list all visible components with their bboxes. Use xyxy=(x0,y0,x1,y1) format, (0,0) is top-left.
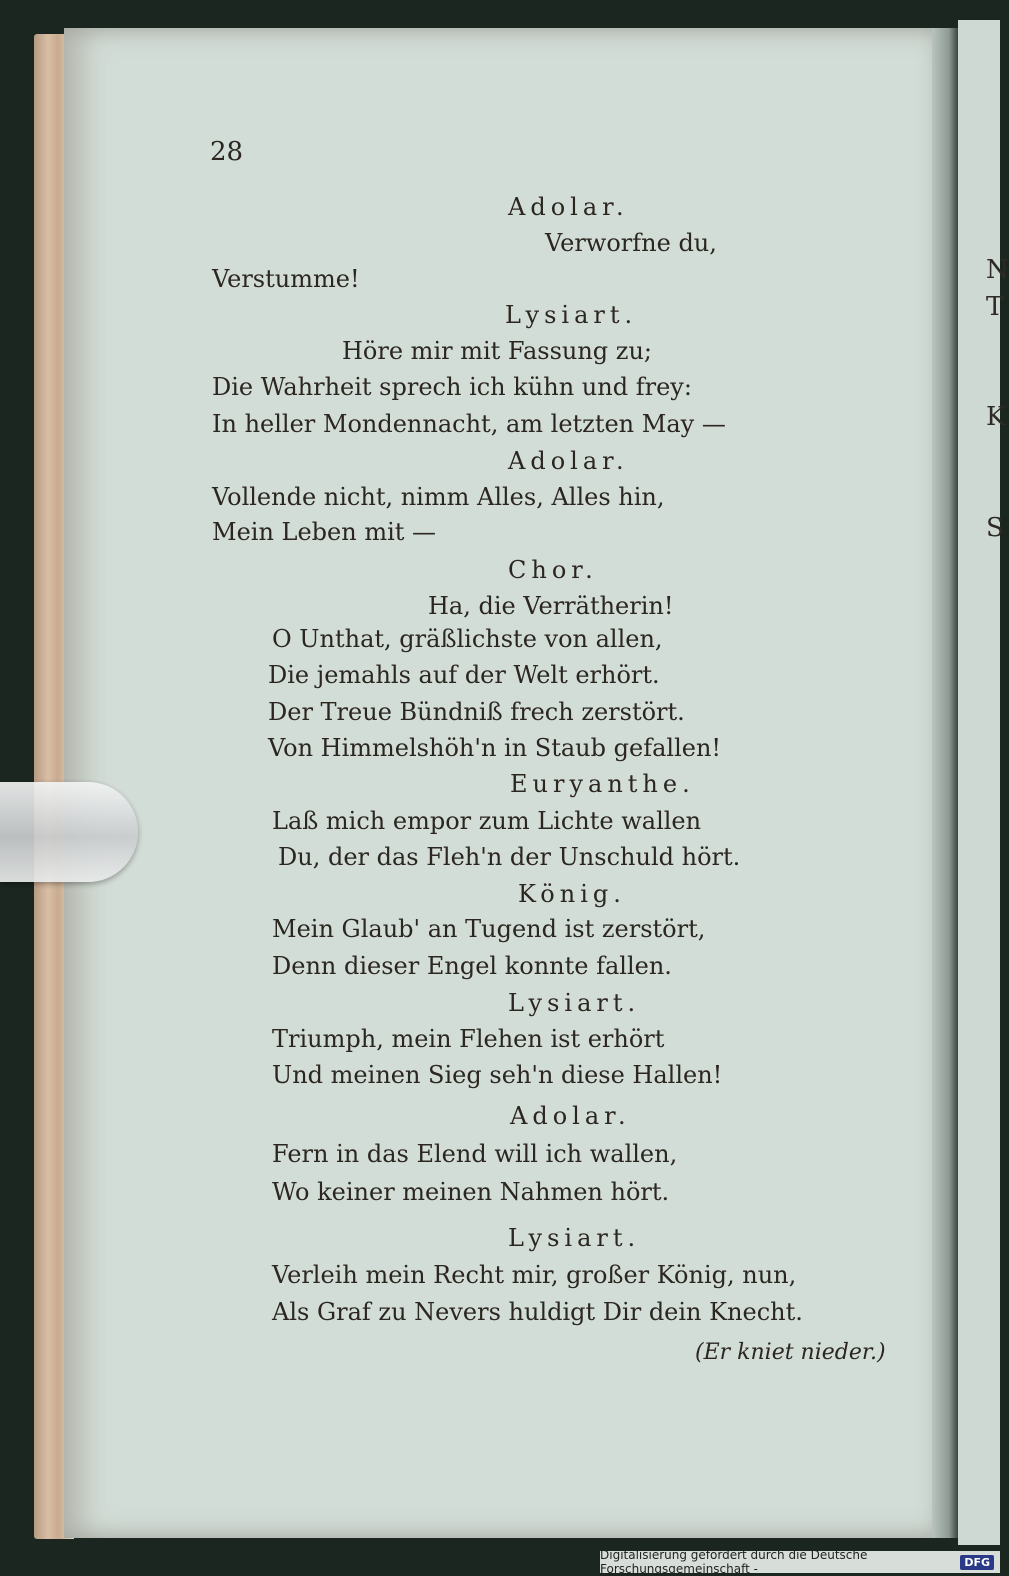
speaker-label: Chor. xyxy=(508,556,598,584)
verse-line: Und meinen Sieg seh'n diese Hallen! xyxy=(272,1061,723,1089)
page-holder-clip xyxy=(0,782,138,882)
book-gutter xyxy=(932,28,960,1538)
verse-line: Verstumme! xyxy=(212,265,360,293)
facing-page-fragment: K xyxy=(986,402,1006,432)
credit-text: Digitalisierung gefördert durch die Deutsche Forschungsgemeinschaft - xyxy=(600,1548,868,1576)
speaker-label: Euryanthe. xyxy=(510,770,695,798)
verse-line: Triumph, mein Flehen ist erhört xyxy=(272,1025,665,1053)
facing-page-fragment: S xyxy=(986,513,1004,543)
verse-line: Denn dieser Engel konnte fallen. xyxy=(272,952,672,980)
speaker-label: Adolar. xyxy=(508,447,629,475)
facing-page-fragment: N xyxy=(986,255,1009,285)
verse-line: Mein Leben mit — xyxy=(212,518,437,546)
speaker-label: Adolar. xyxy=(508,193,629,221)
verse-line: Verworfne du, xyxy=(545,229,717,257)
verse-line: Mein Glaub' an Tugend ist zerstört, xyxy=(272,915,706,943)
dfg-logo: DFG xyxy=(960,1555,994,1570)
verse-line: Wo keiner meinen Nahmen hört. xyxy=(272,1178,670,1206)
page-number: 28 xyxy=(210,137,244,167)
verse-line: Laß mich empor zum Lichte wallen xyxy=(272,807,702,835)
verse-line: Höre mir mit Fassung zu; xyxy=(342,337,652,365)
verse-line: Vollende nicht, nimm Alles, Alles hin, xyxy=(212,483,665,511)
facing-page-edge xyxy=(958,20,1000,1545)
verse-line: Du, der das Fleh'n der Unschuld hört. xyxy=(278,843,741,871)
speaker-label: Lysiart. xyxy=(508,989,641,1017)
verse-line: Als Graf zu Nevers huldigt Dir dein Knecht. xyxy=(272,1298,803,1326)
facing-page-fragment: T xyxy=(986,292,1004,322)
verse-line: Fern in das Elend will ich wallen, xyxy=(272,1140,678,1168)
speaker-label: Adolar. xyxy=(510,1102,631,1130)
verse-line: Die Wahrheit sprech ich kühn und frey: xyxy=(212,373,692,401)
verse-line: Verleih mein Recht mir, großer König, nun, xyxy=(272,1261,797,1289)
stage-direction: (Er kniet nieder.) xyxy=(695,1340,886,1365)
speaker-label: Lysiart. xyxy=(508,1224,641,1252)
speaker-label: Lysiart. xyxy=(505,301,638,329)
verse-line: Ha, die Verrätherin! xyxy=(428,592,674,620)
verse-line: Von Himmelshöh'n in Staub gefallen! xyxy=(268,734,722,762)
verse-line: O Unthat, gräßlichste von allen, xyxy=(272,625,663,653)
digitization-credit xyxy=(600,1548,1000,1576)
verse-line: In heller Mondennacht, am letzten May — xyxy=(212,410,726,438)
speaker-label: König. xyxy=(518,880,626,908)
verse-line: Der Treue Bündniß frech zerstört. xyxy=(268,698,685,726)
verse-line: Die jemahls auf der Welt erhört. xyxy=(268,661,660,689)
